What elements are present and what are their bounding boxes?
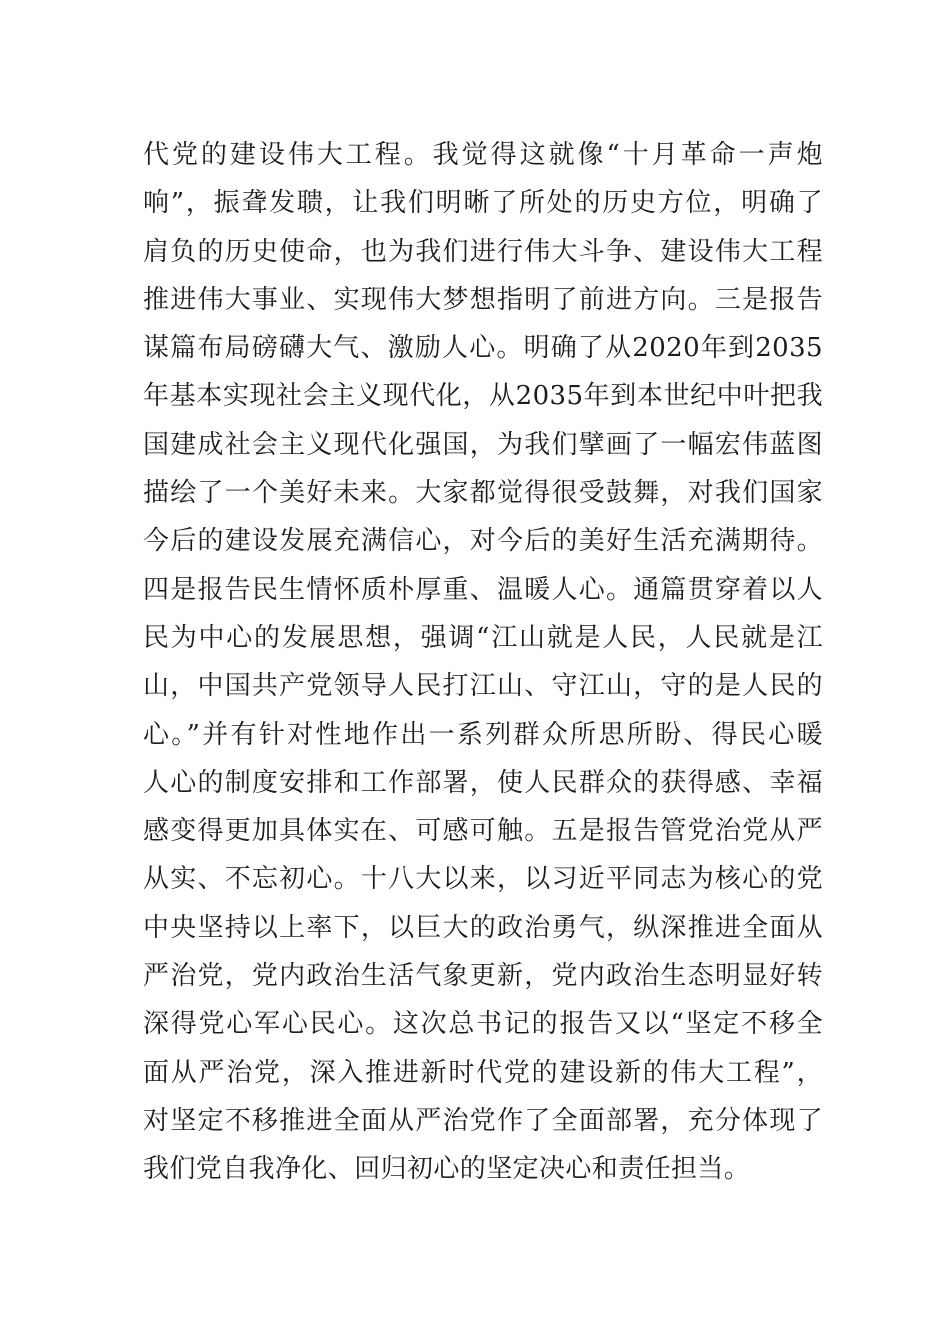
text-line: 描绘了一个美好未来。大家都觉得很受鼓舞，对我们国家 [143,478,823,509]
text-line: 肩负的历史使命，也为我们进行伟大斗争、建设伟大工程 [143,236,823,267]
text-line: 人心的制度安排和工作部署，使人民群众的获得感、幸福 [143,767,823,798]
text-line: 民为中心的发展思想，强调“江山就是人民，人民就是江 [143,622,823,653]
text-line: 国建成社会主义现代化强国，为我们擘画了一幅宏伟蓝图 [143,429,823,460]
text-line: 谋篇布局磅礴大气、激励人心。明确了从2020年到2035 [143,333,823,364]
text-line: 代党的建设伟大工程。我觉得这就像“十月革命一声炮 [143,140,823,170]
text-line: 年基本实现社会主义现代化，从2035年到本世纪中叶把我 [143,381,823,412]
text-line: 四是报告民生情怀质朴厚重、温暖人心。通篇贯穿着以人 [143,574,823,605]
text-line: 今后的建设发展充满信心，对今后的美好生活充满期待。 [143,526,823,557]
text-line: 我们党自我净化、回归初心的坚定决心和责任担当。 [143,1154,751,1185]
text-line: 面从严治党，深入推进新时代党的建设新的伟大工程”， [143,1057,823,1088]
text-line: 山，中国共产党领导人民打江山、守江山，守的是人民的 [143,671,823,702]
text-line: 严治党，党内政治生活气象更新，党内政治生态明显好转 [143,961,823,992]
text-line: 响”，振聋发聩，让我们明晰了所处的历史方位，明确了 [143,188,823,219]
text-line: 感变得更加具体实在、可感可触。五是报告管党治党从严 [143,816,823,847]
text-line: 从实、不忘初心。十八大以来，以习近平同志为核心的党 [143,864,823,895]
text-line: 推进伟大事业、实现伟大梦想指明了前进方向。三是报告 [143,284,823,315]
text-line: 心。”并有针对性地作出一系列群众所思所盼、得民心暖 [143,719,823,750]
text-line: 中央坚持以上率下，以巨大的政治勇气，纵深推进全面从 [143,912,823,943]
text-line: 深得党心军心民心。这次总书记的报告又以“坚定不移全 [143,1009,823,1040]
body-paragraph [143,131,823,1194]
text-line: 对坚定不移推进全面从严治党作了全面部署，充分体现了 [143,1105,823,1136]
